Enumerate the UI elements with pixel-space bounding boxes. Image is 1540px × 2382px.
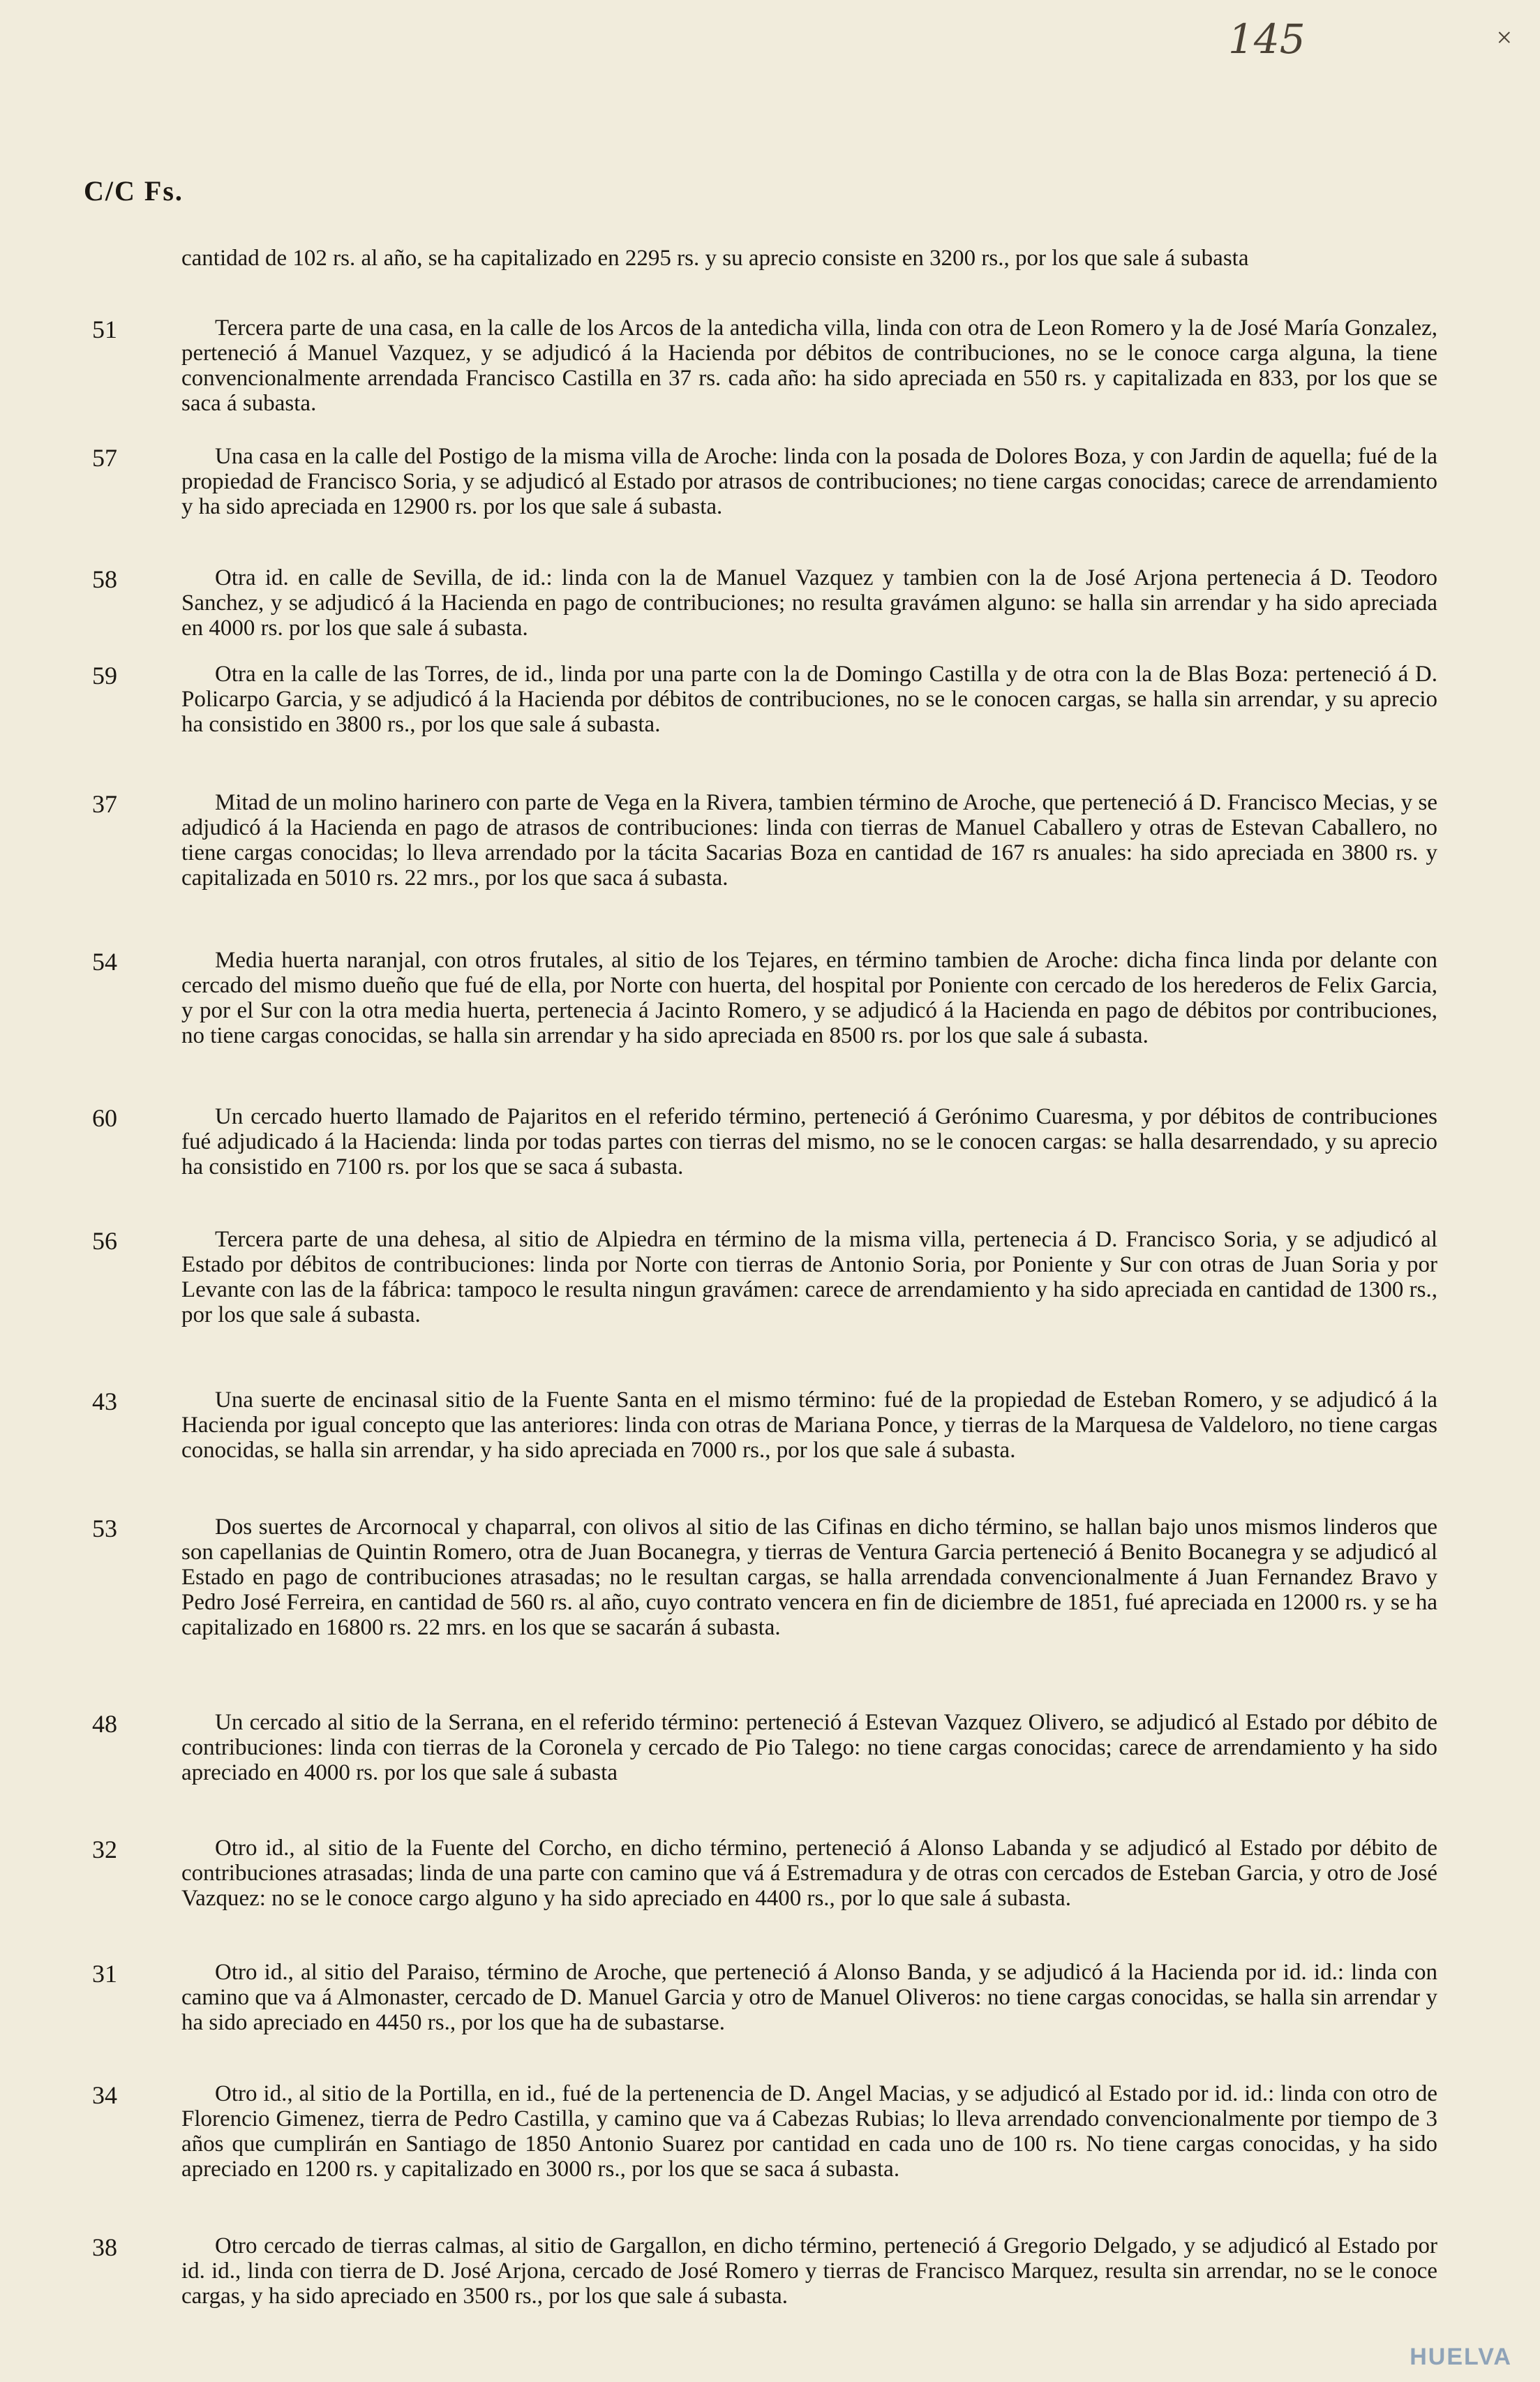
entry-number: 43 (92, 1387, 117, 1415)
entry-number: 60 (92, 1104, 117, 1132)
corner-mark: × (1496, 22, 1512, 53)
page-number-note: 145 (1228, 15, 1306, 63)
entry-text: cantidad de 102 rs. al año, se ha capitalizado en 2295 rs. y su aprecio consiste en 3200 rs., por los que sale á subasta (181, 246, 1249, 271)
entry-text: Una casa en la calle del Postigo de la misma villa de Aroche: linda con la posada de Dolores Boza, y con Jardin de aquella; fué de la propiedad de Francisco Soria, y se adjudicó al Estado por atrasos de contribuciones; no tiene cargas conocidas; carece de arrendamiento y ha sido apreciada en 12900 rs. por los que sale á subasta. (181, 444, 1437, 519)
entry-text: Mitad de un molino harinero con parte de Vega en la Rivera, tambien término de Aroche, que perteneció á D. Francisco Mecias, y se adjudicó á la Hacienda en pago de atrasos de contribuciones: linda con tierras de Manuel Caballero y otras de Estevan Caballero, no tiene cargas conocidas; lo lleva arrendado por la tácita Sacarias Boza en cantidad de 167 rs anuales: ha sido apreciada en 3800 rs. y capitalizada en 5010 rs. 22 mrs., por los que saca á subasta. (181, 790, 1437, 891)
entry-number: 48 (92, 1710, 117, 1738)
entry-number: 34 (92, 2081, 117, 2109)
entry-number: 37 (92, 790, 117, 818)
entry-number: 38 (92, 2233, 117, 2261)
entry-number: 56 (92, 1227, 117, 1255)
entry-number: 57 (92, 444, 117, 472)
entry-number: 51 (92, 315, 117, 343)
entry-text: Otra en la calle de las Torres, de id., linda por una parte con la de Domingo Castilla y de otra con la de Blas Boza: perteneció á D. Policarpo Garcia, y se adjudicó á la Hacienda por débitos de contribuciones, no se le conocen cargas, se halla sin arrendar, y su aprecio ha consistido en 3800 rs., por los que sale á subasta. (181, 662, 1437, 737)
entry-number: 58 (92, 565, 117, 593)
entry-text: Tercera parte de una casa, en la calle de los Arcos de la antedicha villa, linda con otra de Leon Romero y la de José María Gonzalez, perteneció á Manuel Vazquez, y se adjudicó á la Hacienda por débitos de contribuciones, no se le conoce carga alguna, la tiene convencionalmente arrendada Francisco Castilla en 37 rs. cada año: ha sido apreciada en 550 rs. y capitalizada en 833, por los que se saca á subasta. (181, 315, 1437, 416)
column-header: C/C Fs. (84, 175, 184, 207)
entry-number: 31 (92, 1960, 117, 1988)
entry-text: Un cercado al sitio de la Serrana, en el referido término: perteneció á Estevan Vazquez Olivero, se adjudicó al Estado por débito de contribuciones: linda con tierras de la Coronela y cercado de Pio Talego: no tiene cargas conocidas; carece de arrendamiento y ha sido apreciado en 4000 rs. por los que sale á subasta (181, 1710, 1437, 1785)
entry-number: 53 (92, 1514, 117, 1542)
archive-stamp: HUELVA (1410, 2344, 1512, 2370)
entry-text: Otro id., al sitio de la Portilla, en id., fué de la pertenencia de D. Angel Macias, y se adjudicó al Estado por id. id.: linda con otro de Florencio Gimenez, tierra de Pedro Castilla, y camino que va á Cabezas Rubias; lo lleva arrendado convencionalmente por tiempo de 3 años que cumplirán en Santiago de 1850 Antonio Suarez por cantidad en cada uno de 100 rs. No tiene cargas conocidas, y ha sido apreciado en 1200 rs. y capitalizado en 3000 rs., por los que se saca á subasta. (181, 2081, 1437, 2182)
entry-text: Dos suertes de Arcornocal y chaparral, con olivos al sitio de las Cifinas en dicho término, se hallan bajo unos mismos linderos que son capellanias de Quintin Romero, otra de Juan Bocanegra, y tierras de Ventura Garcia perteneció á Benito Bocanegra y se adjudicó al Estado en pago de contribuciones atrasadas; no le resultan cargas, se halla arrendada convencionalmente á Juan Fernandez Bravo y Pedro José Ferreira, en cantidad de 560 rs. al año, cuyo contrato vencera en fin de diciembre de 1851, fué apreciada en 12000 rs. y se ha capitalizado en 16800 rs. 22 mrs. en los que se sacarán á subasta. (181, 1514, 1437, 1640)
entry-text: Media huerta naranjal, con otros frutales, al sitio de los Tejares, en término tambien de Aroche: dicha finca linda por delante con cercado del mismo dueño que fué de ella, por Norte con huerta, del hospital por Poniente con cercado de los herederos de Felix Garcia, y por el Sur con la otra media huerta, pertenecia á Jacinto Romero, y se adjudicó á la Hacienda en pago de débitos por contribuciones, no tiene cargas conocidas, se halla sin arrendar y ha sido apreciada en 8500 rs. por los que sale á subasta. (181, 948, 1437, 1048)
entry-text: Un cercado huerto llamado de Pajaritos en el referido término, perteneció á Gerónimo Cuaresma, y por débitos de contribuciones fué adjudicado á la Hacienda: linda por todas partes con tierras del mismo, no se le conocen cargas: se halla desarrendado, y su aprecio ha consistido en 7100 rs. por los que se saca á subasta. (181, 1104, 1437, 1179)
entry-number: 59 (92, 662, 117, 690)
entry-text: Otra id. en calle de Sevilla, de id.: linda con la de Manuel Vazquez y tambien con la de José Arjona pertenecia á D. Teodoro Sanchez, y se adjudicó á la Hacienda en pago de contribuciones; no resulta gravámen alguno: se halla sin arrendar y ha sido apreciada en 4000 rs. por los que sale á subasta. (181, 565, 1437, 641)
entry-text: Otro cercado de tierras calmas, al sitio de Gargallon, en dicho término, perteneció á Gregorio Delgado, y se adjudicó al Estado por id. id., linda con tierra de D. José Arjona, cercado de José Romero y tierras de Francisco Marquez, resulta sin arrendar, no se le conoce cargas, y ha sido apreciado en 3500 rs., por los que sale á subasta. (181, 2233, 1437, 2309)
entry-text: Tercera parte de una dehesa, al sitio de Alpiedra en término de la misma villa, pertenecia á D. Francisco Soria, y se adjudicó al Estado por débitos de contribuciones: linda por Norte con tierras de Antonio Soria, por Poniente y Sur con otras de Juan Soria y por Levante con las de la fábrica: tampoco le resulta ningun gravámen: carece de arrendamiento y ha sido apreciada en cantidad de 1300 rs., por los que sale á subasta. (181, 1227, 1437, 1327)
entry-number: 32 (92, 1836, 117, 1863)
entry-text: Otro id., al sitio del Paraiso, término de Aroche, que perteneció á Alonso Banda, y se adjudicó á la Hacienda por id. id.: linda con camino que va á Almonaster, cercado de D. Manuel Garcia y otro de Manuel Oliveros: no tiene cargas conocidas, se halla sin arrendar y ha sido apreciado en 4450 rs., por los que ha de subastarse. (181, 1960, 1437, 2035)
entry-text: Una suerte de encinasal sitio de la Fuente Santa en el mismo término: fué de la propiedad de Esteban Romero, y se adjudicó á la Hacienda por igual concepto que las anteriores: linda con otras de Mariana Ponce, y tierras de la Marquesa de Valdeloro, no tiene cargas conocidas, se halla sin arrendar, y ha sido apreciada en 7000 rs., por los que sale á subasta. (181, 1387, 1437, 1463)
entry-text: Otro id., al sitio de la Fuente del Corcho, en dicho término, perteneció á Alonso Labanda y se adjudicó al Estado por débito de contribuciones atrasadas; linda de una parte con camino que vá á Estremadura y de otras con cercados de Esteban Garcia, y otro de José Vazquez: no se le conoce cargo alguno y ha sido apreciado en 4400 rs., por lo que sale á subasta. (181, 1836, 1437, 1911)
entry-number: 54 (92, 948, 117, 976)
